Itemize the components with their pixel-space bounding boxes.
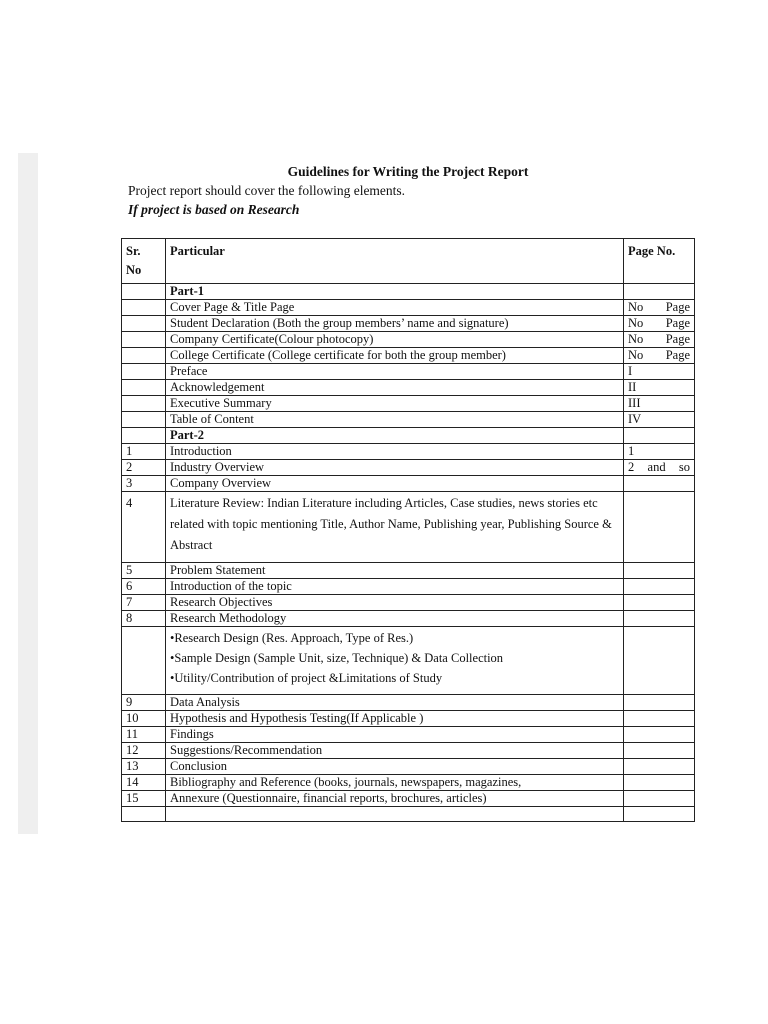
page-cell [624, 428, 695, 444]
particular-cell: Data Analysis [166, 695, 624, 711]
page-cell [624, 348, 695, 364]
page-value [628, 348, 690, 363]
report-elements-table [121, 238, 695, 822]
particular-cell: Executive Summary [166, 396, 624, 412]
particular-cell: Company Overview [166, 476, 624, 492]
table-row [122, 460, 695, 476]
page-value [628, 412, 641, 426]
page-word: and [647, 460, 666, 474]
page-cell [624, 791, 695, 807]
page-cell [624, 579, 695, 595]
sr-cell [122, 807, 166, 822]
page-cell [624, 444, 695, 460]
page-cell [624, 563, 695, 579]
intro-text: Project report should cover the following elements. [128, 183, 406, 198]
sr-cell: 7 [122, 595, 166, 611]
table-row [122, 563, 695, 579]
sr-cell: 13 [122, 759, 166, 775]
particular-cell: Industry Overview [166, 460, 624, 476]
table-row [122, 775, 695, 791]
particular-cell: Acknowledgement [166, 380, 624, 396]
sr-cell [122, 332, 166, 348]
table-row [122, 595, 695, 611]
table-row [122, 759, 695, 775]
table-row [122, 316, 695, 332]
page-word: II [628, 380, 637, 394]
page-cell [624, 695, 695, 711]
particular-cell: Introduction [166, 444, 624, 460]
sr-cell: 3 [122, 476, 166, 492]
page-value [628, 332, 690, 347]
particular-cell [166, 807, 624, 822]
particular-cell: Findings [166, 727, 624, 743]
page-word: IV [628, 412, 642, 426]
page-word: No [628, 332, 644, 346]
sr-cell [122, 300, 166, 316]
page-word: Page [665, 316, 690, 330]
page-cell [624, 316, 695, 332]
part-label: Part-1 [166, 284, 624, 300]
scan-side-strip [18, 153, 38, 834]
sr-cell: 4 [122, 492, 166, 563]
page-cell [624, 396, 695, 412]
page-word: 2 [628, 460, 635, 474]
particular-cell: College Certificate (College certificate for both the group member) [166, 348, 624, 364]
table-row [122, 284, 695, 300]
table-row [122, 492, 695, 563]
page-cell [624, 284, 695, 300]
table-row [122, 348, 695, 364]
page-cell [624, 412, 695, 428]
page-cell [624, 300, 695, 316]
sr-cell [122, 428, 166, 444]
particular-cell: Student Declaration (Both the group members’ name and signature) [166, 316, 624, 332]
particular-cell: Preface [166, 364, 624, 380]
table-row [122, 791, 695, 807]
sr-cell: 5 [122, 563, 166, 579]
page-value [628, 380, 636, 394]
table-row [122, 364, 695, 380]
particular-cell: Table of Content [166, 412, 624, 428]
table-row [122, 711, 695, 727]
particular-cell: Literature Review: Indian Literature including Articles, Case studies, news stories etc related with topic mentioning Title, Author Name, Publishing year, Publishing Source & Abstract [166, 492, 624, 563]
methodology-bullet: •Utility/Contribution of project &Limitations of Study [170, 671, 443, 685]
page-word: No [628, 348, 644, 362]
particular-cell: Introduction of the topic [166, 579, 624, 595]
sr-cell [122, 396, 166, 412]
page-cell [624, 711, 695, 727]
page-word: so [678, 460, 690, 474]
table-row [122, 611, 695, 627]
table-row [122, 627, 695, 695]
table-row [122, 428, 695, 444]
page-cell [624, 611, 695, 627]
page-cell [624, 460, 695, 476]
methodology-bullets [166, 627, 624, 695]
page-cell [624, 727, 695, 743]
page-value [628, 316, 690, 331]
methodology-bullet: •Sample Design (Sample Unit, size, Technique) & Data Collection [170, 651, 504, 665]
table-row [122, 695, 695, 711]
page-cell [624, 807, 695, 822]
particular-cell: Problem Statement [166, 563, 624, 579]
sr-cell [122, 412, 166, 428]
page-cell [624, 627, 695, 695]
page-word: Page [665, 332, 690, 346]
page-cell [624, 380, 695, 396]
page-cell [624, 492, 695, 563]
methodology-bullet: •Research Design (Res. Approach, Type of Res.) [170, 631, 414, 645]
page-word: III [628, 396, 641, 410]
table-row [122, 412, 695, 428]
particular-cell: Suggestions/Recommendation [166, 743, 624, 759]
sr-cell [122, 380, 166, 396]
sr-cell: 14 [122, 775, 166, 791]
page-word: 1 [628, 444, 635, 458]
particular-cell: Conclusion [166, 759, 624, 775]
sr-cell: 11 [122, 727, 166, 743]
particular-cell: Annexure (Questionnaire, financial reports, brochures, articles) [166, 791, 624, 807]
page-word: Page [665, 348, 690, 362]
particular-cell: Hypothesis and Hypothesis Testing(If Applicable ) [166, 711, 624, 727]
table-row [122, 476, 695, 492]
sr-cell: 12 [122, 743, 166, 759]
table-row [122, 579, 695, 595]
table-body [122, 284, 695, 822]
page-word: I [628, 364, 633, 378]
page-word: No [628, 316, 644, 330]
sr-cell: 8 [122, 611, 166, 627]
page-value [628, 300, 690, 315]
sr-cell: 15 [122, 791, 166, 807]
header-particular: Particular [166, 239, 624, 284]
table-row [122, 300, 695, 316]
page-word: Page [665, 300, 690, 314]
sr-cell: 1 [122, 444, 166, 460]
sr-cell [122, 348, 166, 364]
page-cell [624, 595, 695, 611]
page-value [628, 364, 632, 378]
table-row [122, 727, 695, 743]
page-value [628, 396, 641, 410]
page-cell [624, 775, 695, 791]
particular-cell: Research Objectives [166, 595, 624, 611]
table-header-row [122, 239, 695, 284]
sr-cell: 10 [122, 711, 166, 727]
particular-cell: Bibliography and Reference (books, journals, newspapers, magazines, [166, 775, 624, 791]
page-value [628, 460, 690, 475]
sr-cell: 9 [122, 695, 166, 711]
sr-cell: 6 [122, 579, 166, 595]
particular-cell: Research Methodology [166, 611, 624, 627]
page-cell [624, 759, 695, 775]
table-row [122, 396, 695, 412]
sr-cell [122, 627, 166, 695]
page-word: No [628, 300, 644, 314]
sr-cell [122, 284, 166, 300]
particular-cell: Cover Page & Title Page [166, 300, 624, 316]
table-row [122, 332, 695, 348]
header-page-no: Page No. [624, 239, 695, 284]
page-value [628, 444, 634, 458]
table-row [122, 444, 695, 460]
particular-cell: Company Certificate(Colour photocopy) [166, 332, 624, 348]
page-cell [624, 364, 695, 380]
sr-cell: 2 [122, 460, 166, 476]
document-title: Guidelines for Writing the Project Report [287, 164, 529, 179]
table-row [122, 743, 695, 759]
table-row [122, 380, 695, 396]
page-cell [624, 476, 695, 492]
page-cell [624, 743, 695, 759]
header-sr-no: Sr. No [122, 239, 166, 284]
page-cell [624, 332, 695, 348]
sr-cell [122, 364, 166, 380]
part-label: Part-2 [166, 428, 624, 444]
sr-cell [122, 316, 166, 332]
subheading: If project is based on Research [128, 202, 300, 217]
table-row [122, 807, 695, 822]
